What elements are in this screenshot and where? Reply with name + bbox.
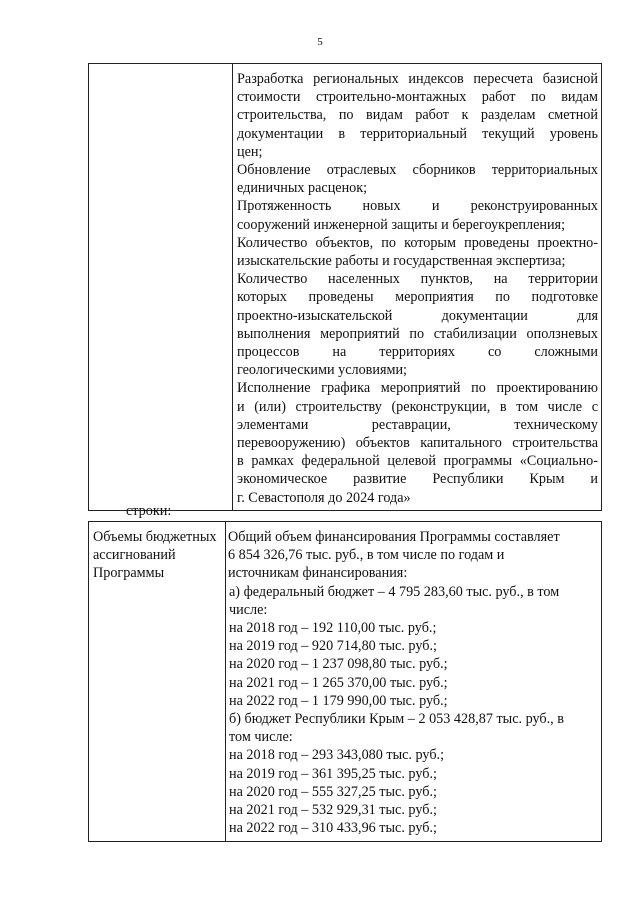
budget-value-line: на 2018 год – 293 343,080 тыс. руб.; — [229, 747, 445, 764]
indicator-line: единичных расценок; — [237, 180, 368, 197]
budget-value-line: б) бюджет Республики Крым – 2 053 428,87 тыс. руб., в — [229, 711, 564, 728]
indicator-line: перевооружению) объектов капитального строительства — [237, 435, 598, 452]
budget-value-cell — [226, 522, 602, 842]
indicator-line: и (или) строительству (реконструкции, в том числе с — [237, 398, 598, 415]
stroki-label: строки: — [126, 503, 172, 519]
budget-value-line: на 2020 год – 1 237 098,80 тыс. руб.; — [229, 656, 448, 673]
indicator-line: Исполнение графика мероприятий по проектированию — [237, 380, 598, 397]
budget-value-line: на 2022 год – 310 433,96 тыс. руб.; — [229, 820, 437, 837]
indicator-line: в рамках федеральной целевой программы «Социально- — [237, 453, 598, 470]
indicator-line: г. Севастополя до 2024 года» — [237, 489, 411, 506]
budget-value-line: на 2019 год – 920 714,80 тыс. руб.; — [229, 638, 437, 655]
indicator-line: процессов на территориях со сложными — [237, 344, 598, 361]
indicators-left-cell — [89, 64, 233, 511]
budget-value-line: том числе: — [229, 729, 293, 746]
indicator-line: документации в территориальный текущий уровень — [237, 125, 598, 142]
budget-label-text — [89, 522, 225, 585]
indicator-line: Количество населенных пунктов, на территории — [237, 271, 598, 288]
budget-label-line: Программы — [93, 565, 165, 582]
table-row — [89, 64, 602, 511]
indicator-line: которых проведены мероприятия по подготовке — [237, 289, 598, 306]
indicators-text — [233, 64, 601, 510]
indicator-line: проектно-изыскательской документации для — [237, 307, 598, 324]
budget-value-line: на 2022 год – 1 179 990,00 тыс. руб.; — [229, 692, 448, 709]
budget-value-line: на 2018 год – 192 110,00 тыс. руб.; — [229, 620, 437, 637]
indicator-line: стоимости строительно-монтажных работ по видам — [237, 89, 598, 106]
budget-value-line: на 2021 год – 1 265 370,00 тыс. руб.; — [229, 674, 448, 691]
indicator-line: Разработка региональных индексов пересчета базисной — [237, 71, 598, 87]
budget-value-line: 6 854 326,76 тыс. руб., в том числе по годам и — [228, 547, 505, 564]
indicator-line: изыскательские работы и государственная экспертиза; — [237, 253, 566, 270]
budget-value-text — [226, 522, 601, 841]
indicator-line: Обновление отраслевых сборников территориальных — [237, 162, 598, 179]
budget-value-line: на 2019 год – 361 395,25 тыс. руб.; — [229, 765, 437, 782]
budget-value-line: на 2020 год – 555 327,25 тыс. руб.; — [229, 783, 437, 800]
indicator-line: цен; — [237, 143, 263, 160]
table-row — [89, 522, 602, 842]
budget-label-line: Объемы бюджетных — [93, 529, 217, 545]
budget-value-line: на 2021 год – 532 929,31 тыс. руб.; — [229, 802, 437, 819]
indicator-line: Количество объектов, по которым проведены проектно- — [237, 234, 598, 251]
indicators-table — [88, 63, 602, 511]
indicator-line: Протяженность новых и реконструированных — [237, 198, 598, 215]
budget-table — [88, 521, 602, 842]
indicator-line: экономическое развитие Республики Крым и — [237, 471, 598, 488]
indicator-line: сооружений инженерной защиты и берегоукрепления; — [237, 216, 566, 233]
budget-value-line: числе: — [229, 601, 268, 618]
indicator-line: элементами реставрации, техническому — [237, 416, 598, 433]
budget-value-line: а) федеральный бюджет – 4 795 283,60 тыс. руб., в том — [229, 583, 560, 600]
indicator-line: строительства, по видам работ к разделам сметной — [237, 107, 598, 124]
indicator-line: выполнения мероприятий по стабилизации оползневых — [237, 325, 598, 342]
page-number: 5 — [317, 36, 323, 48]
budget-value-line: Общий объем финансирования Программы составляет — [228, 529, 560, 545]
budget-label-cell — [89, 522, 226, 842]
indicators-right-cell — [233, 64, 602, 511]
budget-value-line: источникам финансирования: — [228, 565, 408, 582]
budget-label-line: ассигнований — [93, 547, 176, 564]
indicator-line: геологическими условиями; — [237, 362, 408, 379]
